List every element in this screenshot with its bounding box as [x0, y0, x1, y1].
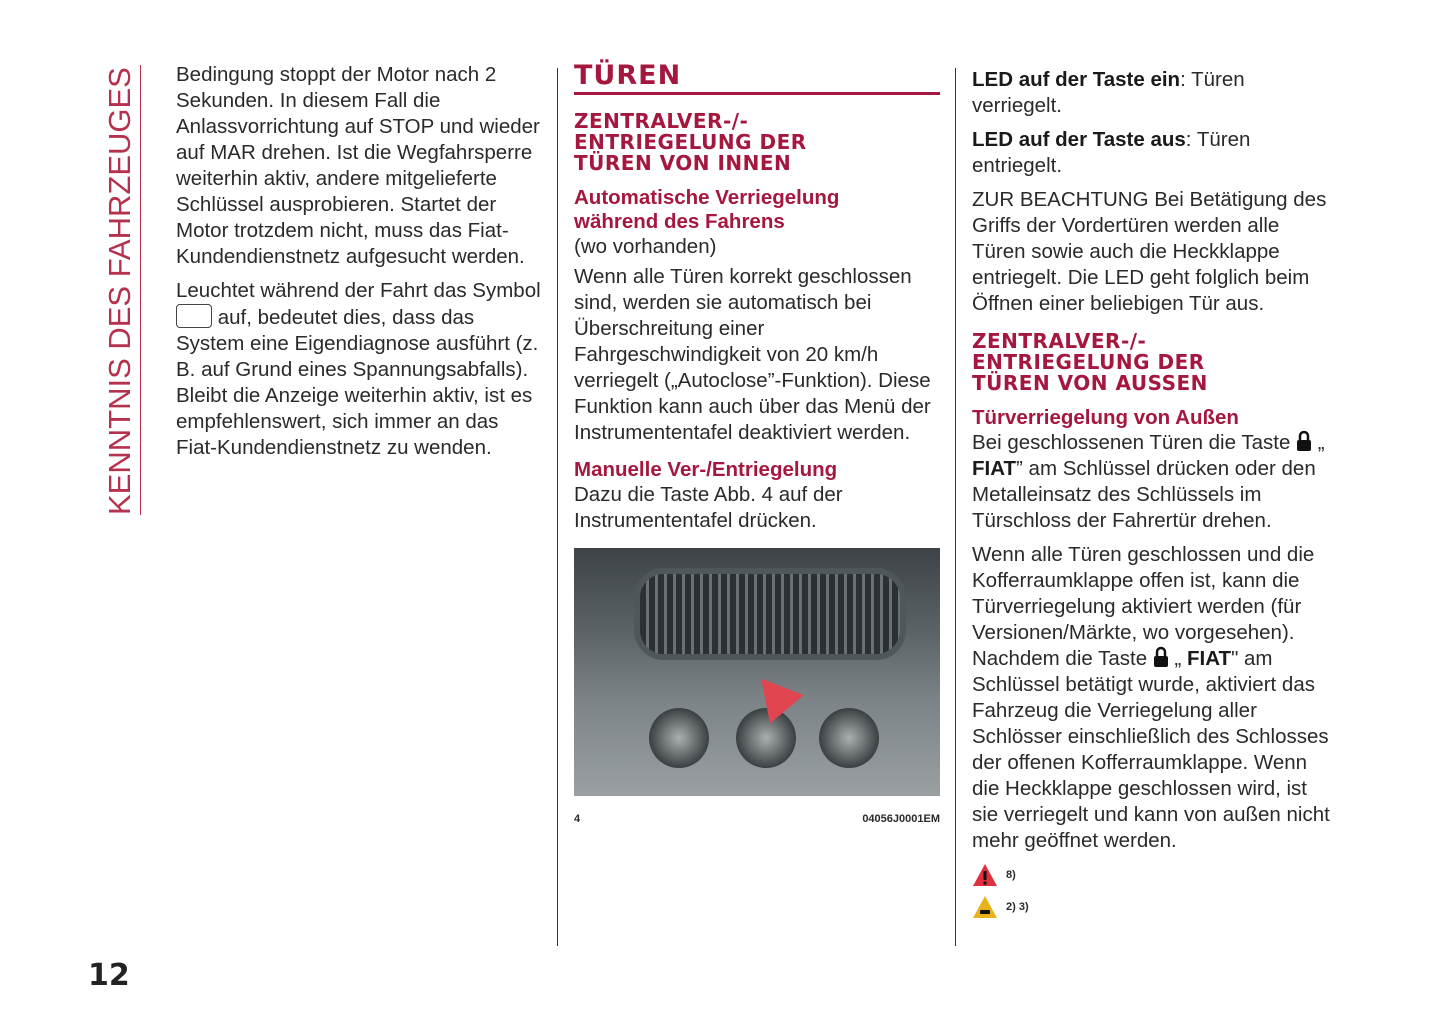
column-divider — [557, 68, 558, 946]
side-chapter-title — [100, 65, 141, 515]
warning-ref-text: 8) — [1006, 869, 1016, 881]
section-heading: ZENTRALVER-/-ENTRIEGELUNG DER TÜREN VON AUSSEN — [972, 329, 1208, 395]
bold-text: LED auf der Taste ein — [972, 68, 1181, 91]
text: : Türen verriegelt. — [972, 68, 1245, 117]
car-caution-icon — [972, 895, 998, 919]
bold-text: LED auf der Taste aus — [972, 128, 1186, 151]
air-vent — [634, 568, 906, 660]
bold-text: FIAT — [972, 457, 1017, 480]
column-divider — [955, 68, 956, 946]
text: ” am Schlüssel drücken oder den Metalleinsatz des Schlüssels im Türschloss der Fahrertür drehen. — [972, 457, 1316, 532]
lock-icon — [1153, 646, 1169, 668]
section-title: TÜREN — [574, 62, 940, 95]
paragraph — [972, 127, 1338, 179]
column-1 — [176, 62, 544, 469]
column-2 — [574, 62, 940, 832]
climate-knob — [819, 708, 879, 768]
paragraph — [972, 542, 1338, 854]
bold-text: FIAT — [1187, 647, 1232, 670]
lock-icon — [1296, 430, 1312, 452]
paragraph: ZUR BEACHTUNG Bei Betätigung des Griffs der Vordertüren werden alle Türen sowie auch die Heckklappe entriegelt. Die LED geht folglich beim Öffnen einer beliebigen Tür aus. — [972, 188, 1327, 315]
column-3 — [972, 67, 1338, 920]
text: „ — [1312, 431, 1325, 454]
climate-knob — [649, 708, 709, 768]
caution-reference — [972, 894, 1338, 920]
subheading: Türverriegelung von Außen — [972, 406, 1239, 429]
text: Bei geschlossenen Türen die Taste — [972, 431, 1297, 454]
warning-reference — [972, 862, 1338, 888]
subheading: Manuelle Ver-/Entriegelung — [574, 458, 838, 481]
paragraph: Bedingung stoppt der Motor nach 2 Sekunden. In diesem Fall die Anlassvorrichtung auf STOP und wieder auf MAR drehen. Ist die Wegfahrsperre weiterhin aktiv, andere mitgelieferte Schlüssel ausprobieren. Startet der Motor trotzdem nicht, muss das Fiat-Kundendienstnetz aufgesucht werden. — [176, 63, 540, 268]
figure-code: 04056J0001EM — [862, 813, 940, 825]
subheading: Automatische Verriegelung während des Fahrens — [574, 186, 840, 233]
paragraph — [176, 278, 544, 461]
dashboard-figure — [574, 548, 940, 796]
text: : Türen entriegelt. — [972, 128, 1251, 177]
danger-warning-icon — [972, 863, 998, 887]
text: Leuchtet während der Fahrt das Symbol — [176, 279, 541, 302]
warning-ref-text: 2) 3) — [1006, 901, 1029, 913]
figure-caption — [574, 806, 940, 832]
paragraph — [972, 430, 1338, 534]
immobilizer-symbol-icon — [176, 304, 212, 328]
paragraph: Dazu die Taste Abb. 4 auf der Instrumententafel drücken. — [574, 483, 843, 532]
text: Wenn alle Türen geschlossen und die Kofferraumklappe offen ist, kann die Türverriegelung aktiviert werden (für Versionen/Märkte, wo vorgesehen). Nachdem die Taste — [972, 543, 1315, 670]
chapter-title-text: KENNTNIS DES FAHRZEUGES — [102, 67, 137, 515]
paragraph: Wenn alle Türen korrekt geschlossen sind, werden sie automatisch bei Überschreitung einer Fahrgeschwindigkeit von 20 km/h verriegelt („Autoclose”-Funktion). Diese Funktion kann auch über das Menü der Instrumententafel deaktiviert werden. — [574, 265, 931, 444]
paragraph — [972, 67, 1338, 119]
figure-number: 4 — [574, 813, 581, 825]
text: auf, bedeutet dies, dass das System eine Eigendiagnose ausführt (z. B. auf Grund eines Spannungsabfalls). Bleibt die Anzeige weiterhin aktiv, ist es empfehlenswert, sich immer an das Fiat-Kundendienstnetz zu wenden. — [176, 306, 539, 459]
text: " am Schlüssel betätigt wurde, aktiviert das Fahrzeug die Verriegelung aller Schlösser einschließlich des Schlosses der offenen Kofferraumklappe. Wenn die Heckklappe geschlossen wird, ist sie verriegelt und kann von außen nicht mehr geöffnet werden. — [972, 647, 1330, 852]
note: (wo vorhanden) — [574, 235, 717, 258]
section-heading: ZENTRALVER-/-ENTRIEGELUNG DER TÜREN VON INNEN — [574, 109, 807, 175]
page-number: 12 — [88, 958, 130, 993]
text: „ — [1168, 647, 1188, 670]
